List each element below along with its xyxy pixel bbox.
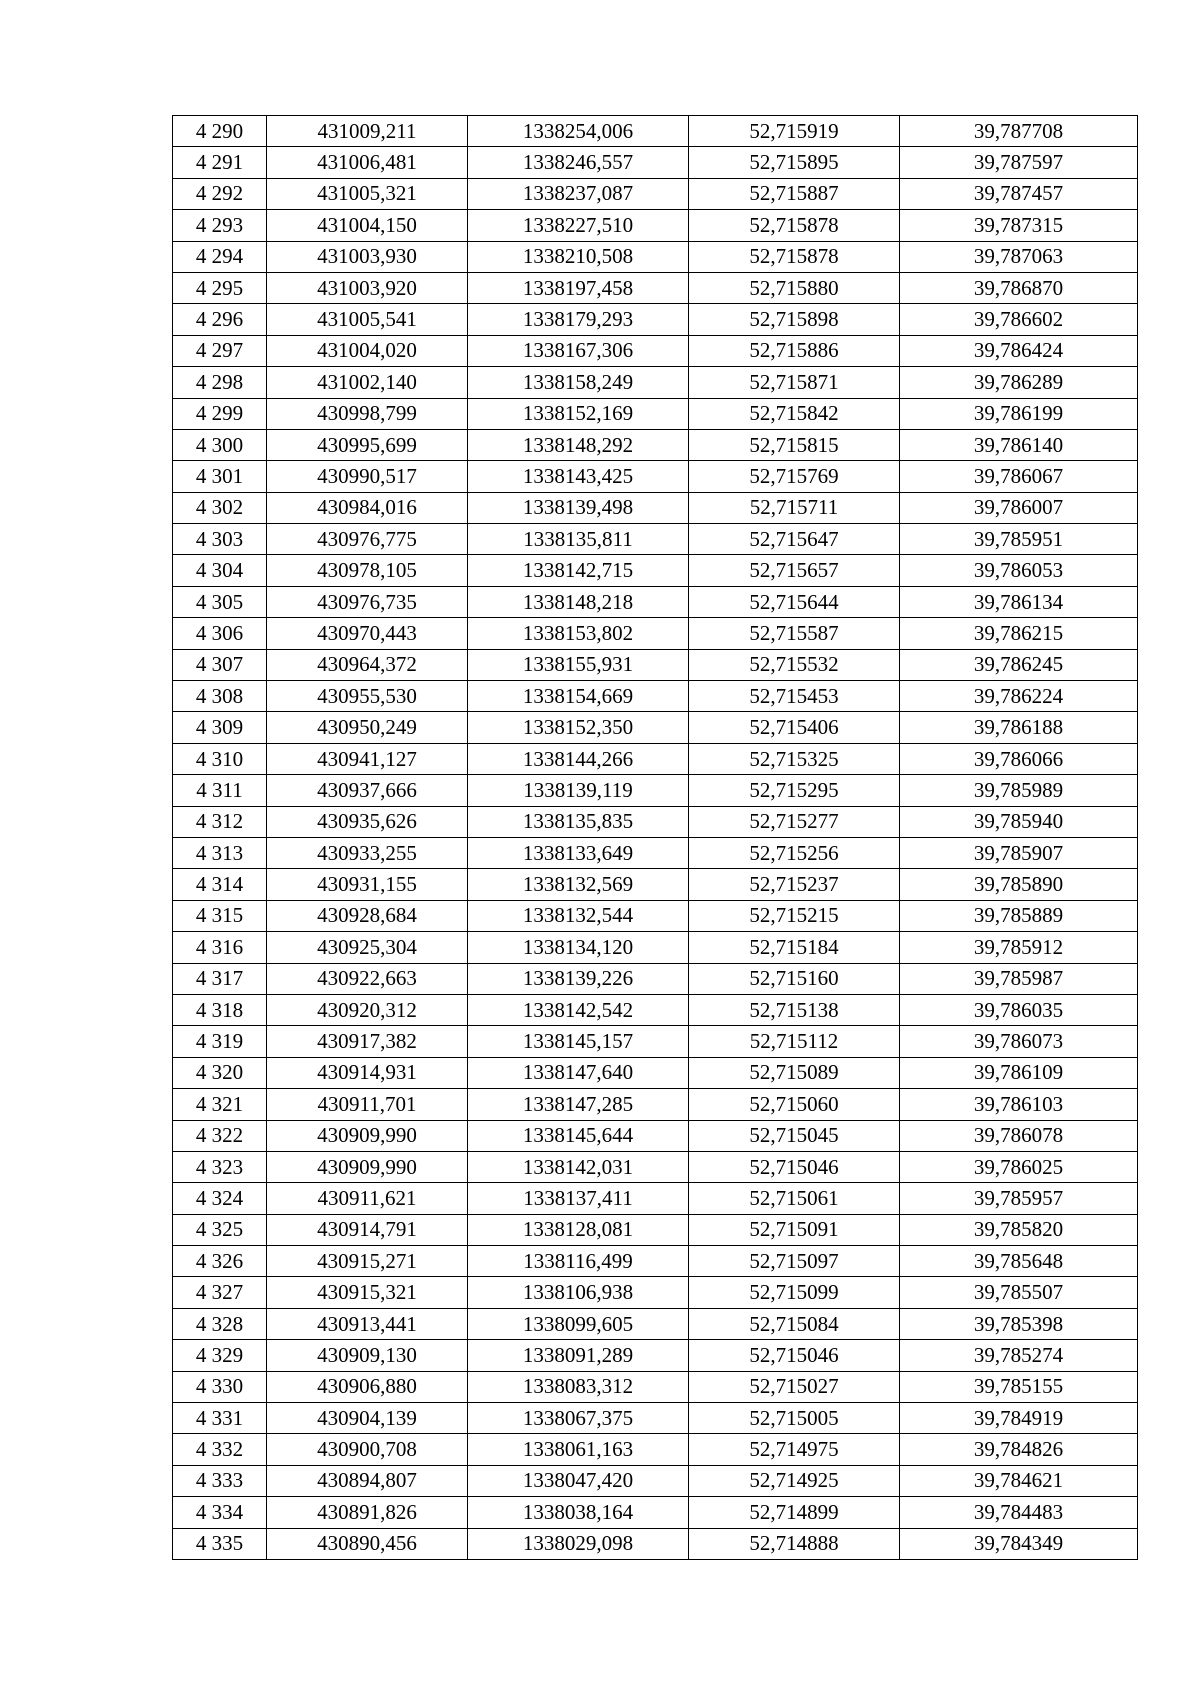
longitude-cell: 39,787597 <box>900 147 1138 178</box>
table-row <box>173 555 1138 586</box>
point-number-cell: 4 309 <box>173 712 267 743</box>
table-row <box>173 681 1138 712</box>
longitude-cell: 39,785889 <box>900 900 1138 931</box>
x-coordinate-cell: 430911,701 <box>267 1089 468 1120</box>
longitude-cell: 39,786134 <box>900 586 1138 617</box>
longitude-cell: 39,786007 <box>900 492 1138 523</box>
x-coordinate-cell: 430914,791 <box>267 1214 468 1245</box>
y-coordinate-cell: 1338142,031 <box>468 1151 689 1182</box>
y-coordinate-cell: 1338153,802 <box>468 618 689 649</box>
x-coordinate-cell: 431004,150 <box>267 210 468 241</box>
point-number-cell: 4 328 <box>173 1308 267 1339</box>
x-coordinate-cell: 430915,271 <box>267 1246 468 1277</box>
table-row <box>173 775 1138 806</box>
longitude-cell: 39,785912 <box>900 932 1138 963</box>
table-row <box>173 367 1138 398</box>
x-coordinate-cell: 430922,663 <box>267 963 468 994</box>
longitude-cell: 39,786224 <box>900 681 1138 712</box>
longitude-cell: 39,785957 <box>900 1183 1138 1214</box>
y-coordinate-cell: 1338227,510 <box>468 210 689 241</box>
table-row <box>173 1277 1138 1308</box>
latitude-cell: 52,715886 <box>689 335 900 366</box>
point-number-cell: 4 323 <box>173 1151 267 1182</box>
x-coordinate-cell: 430928,684 <box>267 900 468 931</box>
longitude-cell: 39,786289 <box>900 367 1138 398</box>
x-coordinate-cell: 430955,530 <box>267 681 468 712</box>
y-coordinate-cell: 1338142,715 <box>468 555 689 586</box>
latitude-cell: 52,715160 <box>689 963 900 994</box>
point-number-cell: 4 332 <box>173 1434 267 1465</box>
point-number-cell: 4 310 <box>173 743 267 774</box>
longitude-cell: 39,786066 <box>900 743 1138 774</box>
longitude-cell: 39,784826 <box>900 1434 1138 1465</box>
longitude-cell: 39,787063 <box>900 241 1138 272</box>
longitude-cell: 39,787457 <box>900 178 1138 209</box>
x-coordinate-cell: 431003,920 <box>267 272 468 303</box>
y-coordinate-cell: 1338139,226 <box>468 963 689 994</box>
table-row <box>173 743 1138 774</box>
point-number-cell: 4 319 <box>173 1026 267 1057</box>
table-row <box>173 806 1138 837</box>
latitude-cell: 52,715878 <box>689 241 900 272</box>
point-number-cell: 4 305 <box>173 586 267 617</box>
coordinates-table <box>172 115 1138 1560</box>
latitude-cell: 52,715815 <box>689 429 900 460</box>
point-number-cell: 4 331 <box>173 1403 267 1434</box>
x-coordinate-cell: 430890,456 <box>267 1528 468 1559</box>
table-row <box>173 524 1138 555</box>
latitude-cell: 52,715842 <box>689 398 900 429</box>
latitude-cell: 52,715097 <box>689 1246 900 1277</box>
longitude-cell: 39,784349 <box>900 1528 1138 1559</box>
longitude-cell: 39,786245 <box>900 649 1138 680</box>
y-coordinate-cell: 1338139,498 <box>468 492 689 523</box>
y-coordinate-cell: 1338144,266 <box>468 743 689 774</box>
point-number-cell: 4 296 <box>173 304 267 335</box>
point-number-cell: 4 324 <box>173 1183 267 1214</box>
latitude-cell: 52,715099 <box>689 1277 900 1308</box>
latitude-cell: 52,715657 <box>689 555 900 586</box>
latitude-cell: 52,715325 <box>689 743 900 774</box>
table-row <box>173 398 1138 429</box>
latitude-cell: 52,715045 <box>689 1120 900 1151</box>
point-number-cell: 4 322 <box>173 1120 267 1151</box>
longitude-cell: 39,786188 <box>900 712 1138 743</box>
x-coordinate-cell: 431005,321 <box>267 178 468 209</box>
x-coordinate-cell: 430931,155 <box>267 869 468 900</box>
table-row <box>173 1528 1138 1559</box>
y-coordinate-cell: 1338029,098 <box>468 1528 689 1559</box>
y-coordinate-cell: 1338134,120 <box>468 932 689 963</box>
longitude-cell: 39,786424 <box>900 335 1138 366</box>
latitude-cell: 52,715027 <box>689 1371 900 1402</box>
table-row <box>173 335 1138 366</box>
point-number-cell: 4 298 <box>173 367 267 398</box>
x-coordinate-cell: 430894,807 <box>267 1465 468 1496</box>
point-number-cell: 4 304 <box>173 555 267 586</box>
table-row <box>173 272 1138 303</box>
longitude-cell: 39,785890 <box>900 869 1138 900</box>
longitude-cell: 39,786140 <box>900 429 1138 460</box>
latitude-cell: 52,715089 <box>689 1057 900 1088</box>
latitude-cell: 52,715237 <box>689 869 900 900</box>
table-row <box>173 1246 1138 1277</box>
longitude-cell: 39,786215 <box>900 618 1138 649</box>
longitude-cell: 39,785398 <box>900 1308 1138 1339</box>
point-number-cell: 4 316 <box>173 932 267 963</box>
table-row <box>173 649 1138 680</box>
y-coordinate-cell: 1338135,835 <box>468 806 689 837</box>
table-row <box>173 1434 1138 1465</box>
y-coordinate-cell: 1338145,157 <box>468 1026 689 1057</box>
longitude-cell: 39,786602 <box>900 304 1138 335</box>
y-coordinate-cell: 1338147,285 <box>468 1089 689 1120</box>
latitude-cell: 52,715215 <box>689 900 900 931</box>
latitude-cell: 52,715005 <box>689 1403 900 1434</box>
y-coordinate-cell: 1338139,119 <box>468 775 689 806</box>
point-number-cell: 4 333 <box>173 1465 267 1496</box>
table-row <box>173 241 1138 272</box>
x-coordinate-cell: 431009,211 <box>267 116 468 147</box>
longitude-cell: 39,785648 <box>900 1246 1138 1277</box>
x-coordinate-cell: 430915,321 <box>267 1277 468 1308</box>
latitude-cell: 52,714925 <box>689 1465 900 1496</box>
y-coordinate-cell: 1338038,164 <box>468 1497 689 1528</box>
x-coordinate-cell: 430920,312 <box>267 994 468 1025</box>
point-number-cell: 4 335 <box>173 1528 267 1559</box>
point-number-cell: 4 297 <box>173 335 267 366</box>
y-coordinate-cell: 1338091,289 <box>468 1340 689 1371</box>
longitude-cell: 39,786025 <box>900 1151 1138 1182</box>
x-coordinate-cell: 430917,382 <box>267 1026 468 1057</box>
table-row <box>173 586 1138 617</box>
x-coordinate-cell: 430984,016 <box>267 492 468 523</box>
x-coordinate-cell: 430935,626 <box>267 806 468 837</box>
longitude-cell: 39,785940 <box>900 806 1138 837</box>
point-number-cell: 4 300 <box>173 429 267 460</box>
longitude-cell: 39,786067 <box>900 461 1138 492</box>
latitude-cell: 52,715919 <box>689 116 900 147</box>
latitude-cell: 52,715532 <box>689 649 900 680</box>
x-coordinate-cell: 430937,666 <box>267 775 468 806</box>
latitude-cell: 52,715406 <box>689 712 900 743</box>
longitude-cell: 39,785507 <box>900 1277 1138 1308</box>
longitude-cell: 39,784919 <box>900 1403 1138 1434</box>
latitude-cell: 52,715112 <box>689 1026 900 1057</box>
latitude-cell: 52,715184 <box>689 932 900 963</box>
y-coordinate-cell: 1338132,569 <box>468 869 689 900</box>
table-row <box>173 178 1138 209</box>
point-number-cell: 4 306 <box>173 618 267 649</box>
table-row <box>173 1465 1138 1496</box>
x-coordinate-cell: 431005,541 <box>267 304 468 335</box>
x-coordinate-cell: 430925,304 <box>267 932 468 963</box>
x-coordinate-cell: 430913,441 <box>267 1308 468 1339</box>
latitude-cell: 52,714975 <box>689 1434 900 1465</box>
point-number-cell: 4 293 <box>173 210 267 241</box>
table-row <box>173 994 1138 1025</box>
point-number-cell: 4 325 <box>173 1214 267 1245</box>
y-coordinate-cell: 1338083,312 <box>468 1371 689 1402</box>
table-row <box>173 1371 1138 1402</box>
y-coordinate-cell: 1338148,292 <box>468 429 689 460</box>
table-row <box>173 1120 1138 1151</box>
table-row <box>173 1403 1138 1434</box>
latitude-cell: 52,715138 <box>689 994 900 1025</box>
latitude-cell: 52,715871 <box>689 367 900 398</box>
y-coordinate-cell: 1338145,644 <box>468 1120 689 1151</box>
point-number-cell: 4 311 <box>173 775 267 806</box>
y-coordinate-cell: 1338197,458 <box>468 272 689 303</box>
table-row <box>173 900 1138 931</box>
point-number-cell: 4 320 <box>173 1057 267 1088</box>
longitude-cell: 39,784621 <box>900 1465 1138 1496</box>
x-coordinate-cell: 430941,127 <box>267 743 468 774</box>
longitude-cell: 39,787315 <box>900 210 1138 241</box>
table-row <box>173 618 1138 649</box>
x-coordinate-cell: 430909,990 <box>267 1151 468 1182</box>
table-row <box>173 1340 1138 1371</box>
x-coordinate-cell: 430998,799 <box>267 398 468 429</box>
longitude-cell: 39,786035 <box>900 994 1138 1025</box>
y-coordinate-cell: 1338128,081 <box>468 1214 689 1245</box>
x-coordinate-cell: 430900,708 <box>267 1434 468 1465</box>
table-row <box>173 1057 1138 1088</box>
x-coordinate-cell: 430933,255 <box>267 837 468 868</box>
table-row <box>173 116 1138 147</box>
y-coordinate-cell: 1338179,293 <box>468 304 689 335</box>
latitude-cell: 52,715046 <box>689 1151 900 1182</box>
latitude-cell: 52,715256 <box>689 837 900 868</box>
latitude-cell: 52,715091 <box>689 1214 900 1245</box>
longitude-cell: 39,786053 <box>900 555 1138 586</box>
y-coordinate-cell: 1338152,350 <box>468 712 689 743</box>
longitude-cell: 39,786078 <box>900 1120 1138 1151</box>
x-coordinate-cell: 430914,931 <box>267 1057 468 1088</box>
x-coordinate-cell: 430995,699 <box>267 429 468 460</box>
latitude-cell: 52,715898 <box>689 304 900 335</box>
y-coordinate-cell: 1338067,375 <box>468 1403 689 1434</box>
latitude-cell: 52,715878 <box>689 210 900 241</box>
point-number-cell: 4 314 <box>173 869 267 900</box>
point-number-cell: 4 330 <box>173 1371 267 1402</box>
table-row <box>173 304 1138 335</box>
longitude-cell: 39,787708 <box>900 116 1138 147</box>
longitude-cell: 39,786109 <box>900 1057 1138 1088</box>
table-row <box>173 147 1138 178</box>
point-number-cell: 4 313 <box>173 837 267 868</box>
latitude-cell: 52,715046 <box>689 1340 900 1371</box>
x-coordinate-cell: 430909,990 <box>267 1120 468 1151</box>
table-row <box>173 1026 1138 1057</box>
point-number-cell: 4 312 <box>173 806 267 837</box>
point-number-cell: 4 302 <box>173 492 267 523</box>
y-coordinate-cell: 1338155,931 <box>468 649 689 680</box>
x-coordinate-cell: 430990,517 <box>267 461 468 492</box>
latitude-cell: 52,715277 <box>689 806 900 837</box>
y-coordinate-cell: 1338061,163 <box>468 1434 689 1465</box>
table-row <box>173 1151 1138 1182</box>
y-coordinate-cell: 1338116,499 <box>468 1246 689 1277</box>
table-row <box>173 1308 1138 1339</box>
y-coordinate-cell: 1338137,411 <box>468 1183 689 1214</box>
x-coordinate-cell: 431004,020 <box>267 335 468 366</box>
y-coordinate-cell: 1338154,669 <box>468 681 689 712</box>
latitude-cell: 52,715647 <box>689 524 900 555</box>
longitude-cell: 39,786103 <box>900 1089 1138 1120</box>
y-coordinate-cell: 1338210,508 <box>468 241 689 272</box>
longitude-cell: 39,784483 <box>900 1497 1138 1528</box>
table-row <box>173 1214 1138 1245</box>
latitude-cell: 52,714888 <box>689 1528 900 1559</box>
latitude-cell: 52,715769 <box>689 461 900 492</box>
latitude-cell: 52,715644 <box>689 586 900 617</box>
y-coordinate-cell: 1338106,938 <box>468 1277 689 1308</box>
longitude-cell: 39,785155 <box>900 1371 1138 1402</box>
y-coordinate-cell: 1338099,605 <box>468 1308 689 1339</box>
point-number-cell: 4 294 <box>173 241 267 272</box>
point-number-cell: 4 291 <box>173 147 267 178</box>
table-row <box>173 712 1138 743</box>
table-row <box>173 461 1138 492</box>
x-coordinate-cell: 430978,105 <box>267 555 468 586</box>
point-number-cell: 4 318 <box>173 994 267 1025</box>
y-coordinate-cell: 1338142,542 <box>468 994 689 1025</box>
table-row <box>173 1089 1138 1120</box>
longitude-cell: 39,785951 <box>900 524 1138 555</box>
x-coordinate-cell: 430906,880 <box>267 1371 468 1402</box>
table-row <box>173 869 1138 900</box>
latitude-cell: 52,715587 <box>689 618 900 649</box>
point-number-cell: 4 308 <box>173 681 267 712</box>
longitude-cell: 39,786870 <box>900 272 1138 303</box>
longitude-cell: 39,785987 <box>900 963 1138 994</box>
y-coordinate-cell: 1338143,425 <box>468 461 689 492</box>
x-coordinate-cell: 430964,372 <box>267 649 468 680</box>
x-coordinate-cell: 431006,481 <box>267 147 468 178</box>
x-coordinate-cell: 431002,140 <box>267 367 468 398</box>
latitude-cell: 52,715084 <box>689 1308 900 1339</box>
latitude-cell: 52,715711 <box>689 492 900 523</box>
table-row <box>173 1183 1138 1214</box>
y-coordinate-cell: 1338133,649 <box>468 837 689 868</box>
latitude-cell: 52,715895 <box>689 147 900 178</box>
y-coordinate-cell: 1338254,006 <box>468 116 689 147</box>
x-coordinate-cell: 430950,249 <box>267 712 468 743</box>
point-number-cell: 4 301 <box>173 461 267 492</box>
coordinates-table-body <box>173 116 1138 1560</box>
point-number-cell: 4 315 <box>173 900 267 931</box>
table-row <box>173 963 1138 994</box>
x-coordinate-cell: 430976,735 <box>267 586 468 617</box>
point-number-cell: 4 317 <box>173 963 267 994</box>
y-coordinate-cell: 1338147,640 <box>468 1057 689 1088</box>
table-row <box>173 1497 1138 1528</box>
point-number-cell: 4 327 <box>173 1277 267 1308</box>
point-number-cell: 4 326 <box>173 1246 267 1277</box>
y-coordinate-cell: 1338132,544 <box>468 900 689 931</box>
point-number-cell: 4 321 <box>173 1089 267 1120</box>
longitude-cell: 39,786199 <box>900 398 1138 429</box>
table-row <box>173 429 1138 460</box>
y-coordinate-cell: 1338167,306 <box>468 335 689 366</box>
latitude-cell: 52,715453 <box>689 681 900 712</box>
y-coordinate-cell: 1338158,249 <box>468 367 689 398</box>
point-number-cell: 4 329 <box>173 1340 267 1371</box>
table-row <box>173 932 1138 963</box>
latitude-cell: 52,714899 <box>689 1497 900 1528</box>
table-row <box>173 837 1138 868</box>
longitude-cell: 39,785274 <box>900 1340 1138 1371</box>
point-number-cell: 4 334 <box>173 1497 267 1528</box>
latitude-cell: 52,715060 <box>689 1089 900 1120</box>
y-coordinate-cell: 1338135,811 <box>468 524 689 555</box>
x-coordinate-cell: 430904,139 <box>267 1403 468 1434</box>
point-number-cell: 4 307 <box>173 649 267 680</box>
y-coordinate-cell: 1338246,557 <box>468 147 689 178</box>
longitude-cell: 39,785989 <box>900 775 1138 806</box>
x-coordinate-cell: 430976,775 <box>267 524 468 555</box>
point-number-cell: 4 292 <box>173 178 267 209</box>
latitude-cell: 52,715887 <box>689 178 900 209</box>
y-coordinate-cell: 1338237,087 <box>468 178 689 209</box>
x-coordinate-cell: 431003,930 <box>267 241 468 272</box>
table-row <box>173 492 1138 523</box>
y-coordinate-cell: 1338047,420 <box>468 1465 689 1496</box>
y-coordinate-cell: 1338152,169 <box>468 398 689 429</box>
point-number-cell: 4 295 <box>173 272 267 303</box>
x-coordinate-cell: 430909,130 <box>267 1340 468 1371</box>
x-coordinate-cell: 430970,443 <box>267 618 468 649</box>
latitude-cell: 52,715061 <box>689 1183 900 1214</box>
latitude-cell: 52,715880 <box>689 272 900 303</box>
point-number-cell: 4 299 <box>173 398 267 429</box>
point-number-cell: 4 303 <box>173 524 267 555</box>
x-coordinate-cell: 430891,826 <box>267 1497 468 1528</box>
y-coordinate-cell: 1338148,218 <box>468 586 689 617</box>
longitude-cell: 39,785907 <box>900 837 1138 868</box>
longitude-cell: 39,785820 <box>900 1214 1138 1245</box>
longitude-cell: 39,786073 <box>900 1026 1138 1057</box>
x-coordinate-cell: 430911,621 <box>267 1183 468 1214</box>
latitude-cell: 52,715295 <box>689 775 900 806</box>
table-row <box>173 210 1138 241</box>
point-number-cell: 4 290 <box>173 116 267 147</box>
